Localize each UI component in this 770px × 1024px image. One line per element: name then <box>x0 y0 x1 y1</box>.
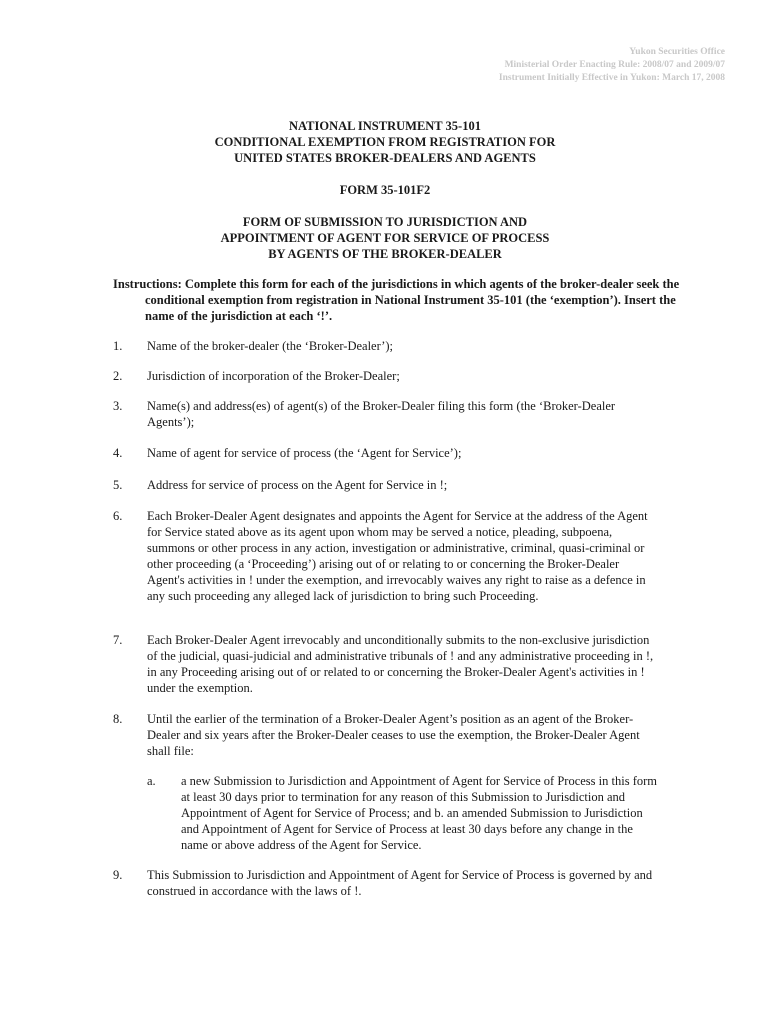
title-block <box>0 118 770 262</box>
instructions: Instructions: Complete this form for each of the jurisdictions in which agents of the broker-dealer seek the conditional exemption from registration in National Instrument 35-101 (the ‘exemption’). Insert the name of the jurisdiction at each ‘!’. <box>113 277 680 323</box>
header-order: Ministerial Order Enacting Rule: 2008/07 and 2009/07 <box>504 60 725 70</box>
item-number: 4. <box>113 446 123 460</box>
item-text: Each Broker-Dealer Agent designates and appoints the Agent for Service at the address of the Agent for Service stated above as its agent upon whom may be served a notice, pleading, subpoena, summons or other process in any action, investigation or administrative, criminal, quasi-criminal or other proceeding (a ‘Proceeding’) arising out of or relating to or concerning the Broker-Dealer Agent's activities in ! under the exemption, and irrevocably waives any right to raise as a defence in any such proceeding any alleged lack of jurisdiction to bring such Proceeding. <box>147 509 648 603</box>
list-item <box>113 445 658 461</box>
instrument-subtitle-1: CONDITIONAL EXEMPTION FROM REGISTRATION FOR <box>214 135 556 149</box>
item-text: Name of the broker-dealer (the ‘Broker-Dealer’); <box>147 339 394 353</box>
form-title-3: BY AGENTS OF THE BROKER-DEALER <box>268 247 502 261</box>
item-text: This Submission to Jurisdiction and Appointment of Agent for Service of Process is governed by and construed in accordance with the laws of !. <box>147 868 653 898</box>
list-item <box>113 711 658 759</box>
header-office: Yukon Securities Office <box>629 47 725 57</box>
form-title-2: APPOINTMENT OF AGENT FOR SERVICE OF PROCESS <box>220 231 550 245</box>
item-text: Jurisdiction of incorporation of the Broker-Dealer; <box>147 369 400 383</box>
item-text: Name of agent for service of process (the ‘Agent for Service’); <box>147 446 462 460</box>
page-header <box>499 46 725 85</box>
item-text: Address for service of process on the Agent for Service in !; <box>147 478 448 492</box>
item-number: 9. <box>113 868 123 882</box>
list-item <box>113 867 658 899</box>
item-text: Until the earlier of the termination of a Broker-Dealer Agent’s position as an agent of the Broker- Dealer and six years after the Broker-Dealer ceases to use the exemption, the Broker-Dealer Agent shall file: <box>147 712 640 758</box>
header-effective-date: Instrument Initially Effective in Yukon: March 17, 2008 <box>498 73 725 83</box>
sub-item-text: a new Submission to Jurisdiction and Appointment of Agent for Service of Process in this form at least 30 days prior to termination for any reason of this Submission to Jurisdiction and Appointment of Agent for Service of Process; and b. an amended Submission to Jurisdiction and Appointment of Agent for Service of Process at least 30 days before any change in the name or above address of the Agent for Service. <box>181 774 657 852</box>
item-text: Each Broker-Dealer Agent irrevocably and unconditionally submits to the non-exclusive jurisdiction of the judicial, quasi-judicial and administrative tribunals of ! and any administrative proceeding in !, in any Proceeding arising out of or related to or concerning the Broker-Dealer Agent's activities in ! under the exemption. <box>147 633 654 695</box>
list-item <box>113 477 658 493</box>
item-number: 3. <box>113 399 123 413</box>
item-number: 8. <box>113 712 123 726</box>
sub-item-letter: a. <box>147 774 156 788</box>
item-number: 6. <box>113 509 123 523</box>
item-number: 1. <box>113 339 123 353</box>
sub-list-item <box>147 773 659 853</box>
form-title-1: FORM OF SUBMISSION TO JURISDICTION AND <box>242 215 528 229</box>
list-item <box>113 338 658 354</box>
instrument-title: NATIONAL INSTRUMENT 35-101 <box>289 119 481 133</box>
list-item <box>113 398 658 430</box>
list-item <box>113 368 658 384</box>
form-number: FORM 35-101F2 <box>339 183 431 197</box>
list-item <box>113 508 658 604</box>
item-number: 7. <box>113 633 123 647</box>
item-number: 2. <box>113 369 123 383</box>
item-number: 5. <box>113 478 123 492</box>
item-text: Name(s) and address(es) of agent(s) of the Broker-Dealer filing this form (the ‘Broker-Dealer Agents’); <box>147 399 616 429</box>
list-item <box>113 632 658 696</box>
instrument-subtitle-2: UNITED STATES BROKER-DEALERS AND AGENTS <box>234 151 536 165</box>
